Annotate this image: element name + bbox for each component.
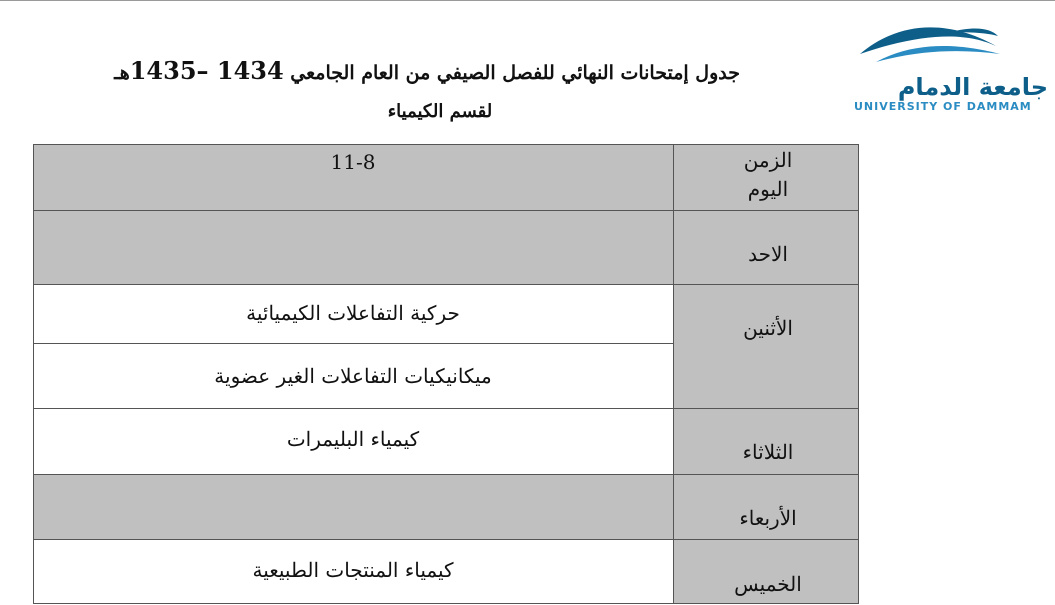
table-line — [33, 474, 859, 475]
exam-schedule-table — [33, 144, 859, 604]
day-label: اليوم — [747, 177, 789, 201]
logo-english-text: UNIVERSITY OF DAMMAM — [854, 100, 1032, 113]
page-subtitle: لقسم الكيمياء — [387, 101, 493, 122]
exam-tuesday-1: كيمياء البليمرات — [286, 427, 420, 451]
exam-monday-1: حركية التفاعلات الكيميائية — [246, 301, 460, 325]
time-label: الزمن — [743, 148, 793, 172]
university-logo — [850, 24, 1055, 114]
day-monday: الأثنين — [743, 316, 793, 340]
logo-arabic-text: جامعة الدمام — [897, 73, 1048, 101]
exam-thursday-1: كيمياء المنتجات الطبيعية — [252, 558, 454, 582]
table-line — [33, 408, 859, 409]
day-wednesday: الأربعاء — [739, 506, 797, 530]
time-slot-header: 11-8 — [330, 150, 376, 174]
table-line — [33, 603, 859, 604]
day-sunday: الاحد — [748, 242, 788, 266]
exam-monday-2: ميكانيكيات التفاعلات الغير عضوية — [214, 364, 492, 388]
table-line — [33, 343, 673, 344]
page-top-border — [0, 0, 1055, 1]
day-tuesday: الثلاثاء — [742, 440, 794, 464]
table-line — [33, 210, 859, 211]
monday-day-background — [673, 284, 859, 408]
day-thursday: الخميس — [734, 572, 802, 596]
page-title: جدول إمتحانات النهائي للفصل الصيفي من العام الجامعي 1434 –1435هـ — [114, 56, 740, 85]
wave-logo-icon — [850, 24, 1055, 74]
table-line — [33, 144, 859, 145]
table-line — [33, 539, 859, 540]
table-line — [858, 144, 859, 604]
table-line — [673, 144, 674, 604]
table-line — [33, 284, 859, 285]
